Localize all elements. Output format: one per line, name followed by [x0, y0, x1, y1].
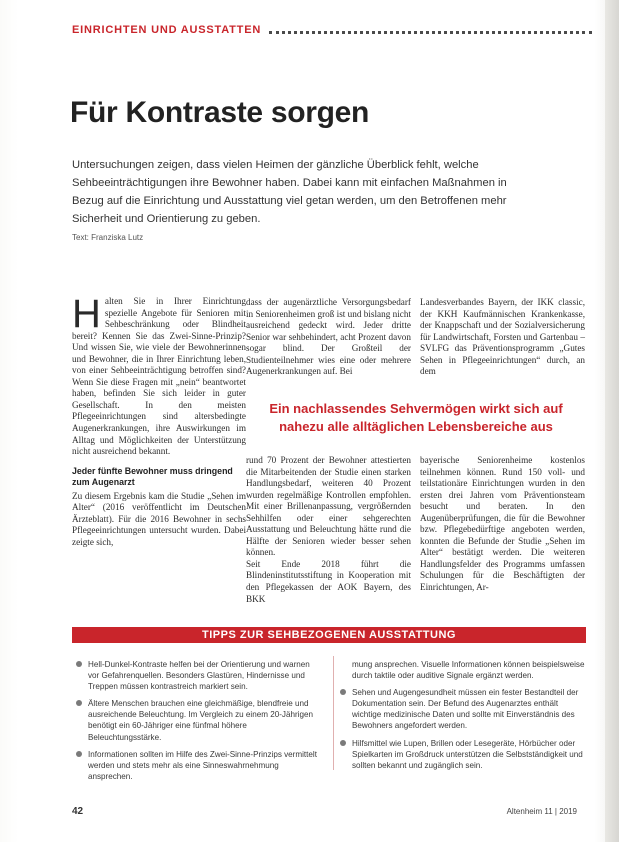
article-column-3-bottom: bayerische Seniorenheime kostenlos teilnehmen können. Rund 150 voll- und teilstationäre Einrichtungen wurden in den ersten drei Jahren vom Präventionsteam besucht und beraten. In den Augenüberprüfungen, die für die Bewohner bzw. Pflegebedürftige angeboten werden, konnten die Befunde der Studie „Sehen im Alter“ bestätigt werden. Die weiteren Handlungsfelder des Programms umfassen Schulungen für die Beschäftigten der Einrichtungen, Ar- [420, 455, 585, 593]
bullet-icon [340, 689, 346, 695]
article-headline: Für Kontraste sorgen [70, 96, 370, 129]
tips-list-item [76, 698, 322, 742]
tips-box-header [72, 627, 586, 643]
tips-item-text: Informationen sollten im Hilfe des Zwei-Sinne-Prinzips vermittelt werden und stets mehr als eine Sinneswahrnehmung ansprechen. [88, 749, 317, 781]
page-edge-shadow [605, 0, 619, 842]
tips-item-text: Sehen und Augengesundheit müssen ein fester Bestandteil der Dokumentation sein. Der Befund des Augenarztes enthält wichtige medizinische Daten und sollte mit Einverständnis des Bewohners angefordert werden. [352, 688, 579, 731]
article-subhead: Jeder fünfte Bewohner muss dringend zum Augenarzt [72, 465, 233, 488]
tips-list-item [76, 749, 322, 782]
tips-list-left [76, 659, 322, 788]
tips-list-item [340, 738, 586, 771]
kicker-dotted-rule [269, 31, 592, 34]
article-author: Text: Franziska Lutz [72, 233, 144, 242]
pull-quote: Ein nachlassendes Sehvermögen wirkt sich auf nahezu alle alltäglichen Lebensbereiche aus [269, 401, 563, 434]
article-column-3-top: Landesverbandes Bayern, der IKK classic, der KKH Kaufmännischen Krankenkasse, der Knappschaft und der Sozialversicherung für Landwirtschaft, Forsten und Gartenbau – SVLFG das Präventionsprogramm „Gutes Sehen in Pflegeeinrichtungen“ durch, an dem [420, 297, 585, 377]
column-1-paragraph-2: Zu diesem Ergebnis kam die Studie „Sehen im Alter“ (2016 veröffentlicht im Deutschen Ärzteblatt). Für die 2016 Bewohner in sechs Pflegeeinrichtungen untersucht wurden. Dabei zeigte sich, [72, 490, 246, 547]
tips-item-text: mung ansprechen. Visuelle Informationen können beispielsweise durch taktile oder auditive Signale ergänzt werden. [352, 660, 585, 681]
bullet-icon [76, 751, 82, 757]
tips-list-item [76, 659, 322, 692]
tips-list-item [340, 687, 586, 731]
tips-item-text: Ältere Menschen brauchen eine gleichmäßige, blendfreie und ausreichende Beleuchtung. Im Vergleich zu einem 20-Jährigen benötigt ein 60-Jähriger eine fünfmal höhere Beleuchtungsstärke. [88, 699, 313, 742]
article-column-2-top: dass der augenärztliche Versorgungsbedarf in Seniorenheimen groß ist und bislang nicht ausreichend gedeckt wird. Jeder dritte Senior war sehbehindert, acht Prozent davon sogar blind. Der Großteil der Studienteilnehmer wies eine oder mehrere Augenerkrankungen auf. Bei [246, 297, 411, 377]
tips-item-text: Hilfsmittel wie Lupen, Brillen oder Lesegeräte, Hörbücher oder Spielkarten im Großdruck unterstützen die Selbstständigkeit und sollten bekannt und zugänglich sein. [352, 738, 583, 770]
drop-cap: H [72, 292, 101, 336]
article-intro: Untersuchungen zeigen, dass vielen Heimen der gänzliche Überblick fehlt, welche Sehbeeinträchtigungen ihre Bewohner haben. Dabei kann mit einfachen Maßnahmen in Bezug auf die Einrichtung und Ausstattung viel getan werden, um den Betroffenen mehr Sicherheit und Orientierung zu geben. [72, 159, 507, 225]
article-column-2-bottom: rund 70 Prozent der Bewohner attestierten die Mitarbeitenden der Studie einen starken Handlungsbedarf, weiteren 40 Prozent wurden regelmäßige Kontrollen empfohlen. Mit einer Brillenanpassung, vergrößernden Sehhilfen oder einer sehgerechten Ausstattung und Beleuchtung hätte rund die Hälfte der Senioren wieder besser sehen können. Seit Ende 2018 führt die Blindeninstitutsstiftung in Kooperation mit den Pflegekassen der AOK Bayern, des BKK [246, 455, 411, 604]
bullet-icon [76, 661, 82, 667]
tips-item-continuation [340, 659, 586, 681]
tips-list-right [340, 659, 586, 777]
column-1-paragraph-1: alten Sie in Ihrer Einrichtung spezielle Angebote für Senioren mit Sehbeschränkung oder Blindheit bereit? Kennen Sie das Zwei-Sinne-Prinzip? Und wissen Sie, wie viele der Bewohnerinnen und Bewohner, die in Ihrer Einrichtung leben, von einer Sehbeeinträchtigung betroffen sind? Wenn Sie diese Fragen mit „nein“ beantwortet haben, befinden Sie sich leider in guter Gesellschaft. In den meisten Pflegeeinrichtungen sind altersbedingte Augenerkrankungen, ihre Auswirkungen im Alltag und Möglichkeiten der Unterstützung nicht ausreichend bekannt. [72, 296, 246, 457]
issue-label: Altenheim 11 | 2019 [506, 807, 577, 816]
tips-column-divider [333, 656, 334, 770]
tips-item-text: Hell-Dunkel-Kontraste helfen bei der Orientierung und warnen vor Gefahrenquellen. Besonders Glastüren, Hindernisse und Treppen müssen kontrastreich markiert sein. [88, 660, 310, 692]
article-column-1 [72, 292, 246, 548]
section-kicker [72, 22, 592, 38]
page-number: 42 [72, 806, 84, 817]
tips-box-title: TIPPS ZUR SEHBEZOGENEN AUSSTATTUNG [202, 629, 456, 641]
bullet-icon [340, 740, 346, 746]
section-kicker-text: EINRICHTEN UND AUSSTATTEN [72, 24, 262, 36]
bullet-icon [76, 700, 82, 706]
